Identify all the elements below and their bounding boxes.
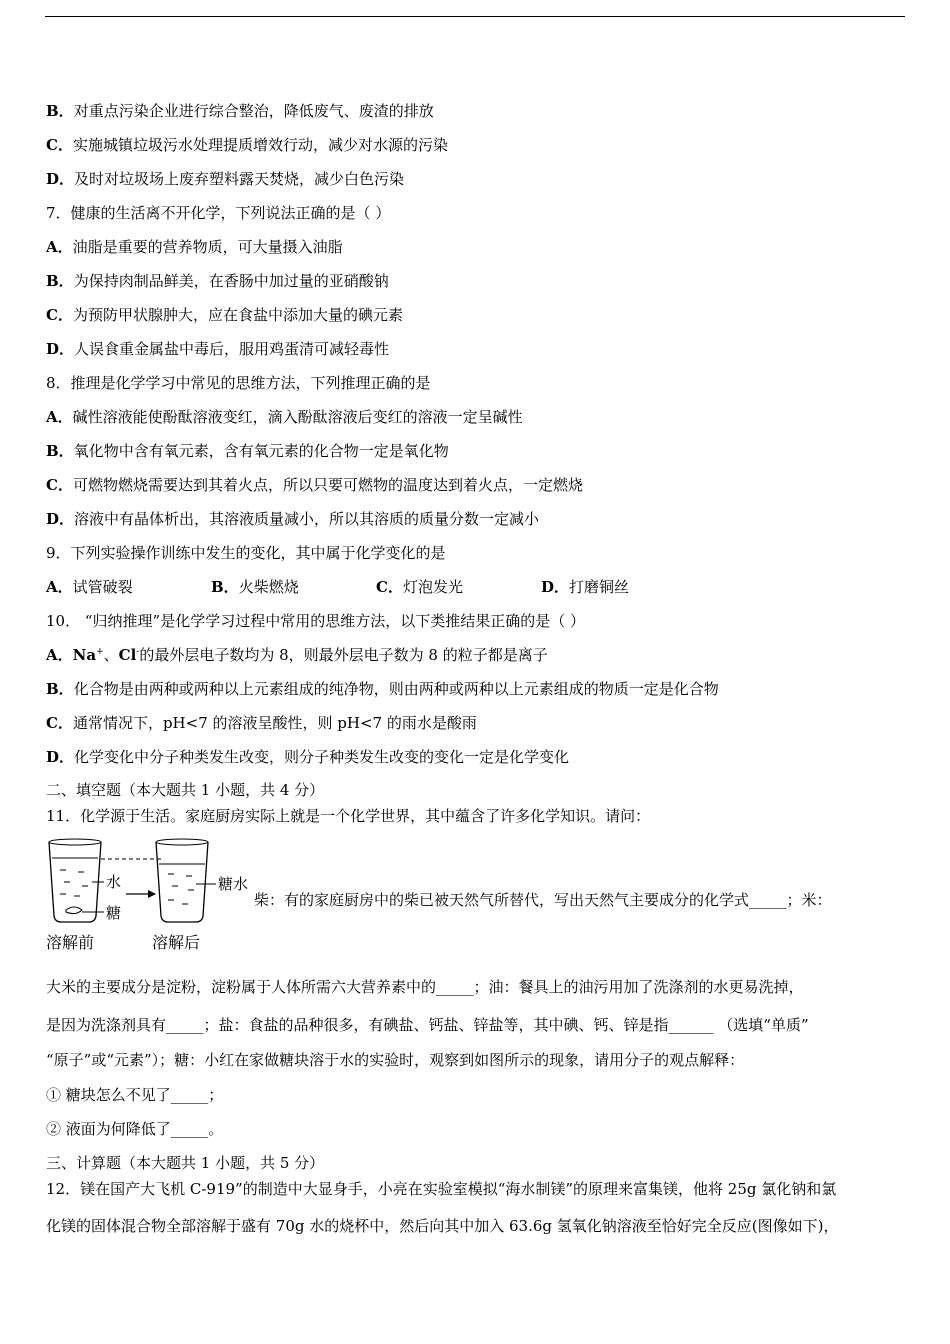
q10-option-d — [46, 747, 569, 767]
option-letter: D． — [46, 510, 75, 528]
option-text: 溶液中有晶体析出，其溶液质量减小，所以其溶质的质量分数一定减小 — [74, 510, 540, 528]
option-letter: A． — [46, 646, 73, 664]
q8-stem: 8．推理是化学学习中常见的思维方法，下列推理正确的是 — [46, 374, 431, 392]
q11-sub-2: ② 液面为何降低了_____。 — [46, 1120, 224, 1138]
option-letter: C． — [46, 136, 73, 154]
option-text: 试管破裂 — [72, 578, 133, 596]
q8-option-a — [46, 407, 523, 427]
sodium-charge: + — [96, 647, 104, 657]
q7-option-c — [46, 305, 403, 325]
q12-line-2: 化镁的固体混合物全部溶解于盛有 70g 水的烧杯中，然后向其中加入 63.6g 氢氧化钠溶液至恰好完全反应(图像如下)， — [46, 1217, 839, 1235]
q8-option-b — [46, 441, 449, 461]
option-text: 碱性溶液能使酚酞溶液变红，滴入酚酞溶液后变红的溶液一定呈碱性 — [72, 408, 523, 426]
sodium-ion: Na — [72, 646, 97, 664]
q10-option-c — [46, 713, 477, 733]
label-sugar-water: 糖水 — [218, 875, 249, 893]
section-3-title: 三、计算题（本大题共 1 小题，共 5 分） — [46, 1154, 325, 1172]
option-text: 的最外层电子数均为 8，则最外层电子数为 8 的粒子都是离子 — [139, 646, 548, 664]
q11-line-3: 是因为洗涤剂具有_____；盐：食盐的品种很多，有碘盐、钙盐、锌盐等，其中碘、钙、锌是指______ （选填“单质” — [46, 1016, 809, 1034]
q9-option-a — [46, 577, 211, 597]
option-letter: B． — [46, 102, 74, 120]
q12-line-1: 12．镁在国产大飞机 C-919”的制造中大显身手，小亮在实验室模拟“海水制镁”的原理来富集镁，他将 25g 氯化钠和氯 — [46, 1180, 837, 1198]
option-letter: B． — [211, 578, 239, 596]
chloride-ion: Cl — [118, 646, 137, 664]
option-letter: B． — [46, 272, 74, 290]
option-text: 通常情况下，pH<7 的溶液呈酸性，则 pH<7 的雨水是酸雨 — [72, 714, 477, 732]
option-letter: D． — [46, 748, 75, 766]
q7-option-b — [46, 271, 389, 291]
option-letter: B． — [46, 442, 74, 460]
option-letter: C． — [46, 476, 73, 494]
q8-option-c — [46, 475, 583, 495]
header-rule — [45, 16, 905, 17]
option-text: 可燃物燃烧需要达到其着火点，所以只要可燃物的温度达到着火点，一定燃烧 — [72, 476, 583, 494]
option-letter: A． — [46, 238, 73, 256]
option-letter: D． — [541, 578, 570, 596]
option-text: 对重点污染企业进行综合整治，降低废气、废渣的排放 — [73, 102, 434, 120]
label-water: 水 — [106, 873, 122, 891]
option-text: 及时对垃圾场上废弃塑料露天焚烧，减少白色污染 — [74, 170, 405, 188]
option-letter: B． — [46, 680, 74, 698]
chloride-charge: - — [136, 647, 140, 657]
q10-option-b — [46, 679, 719, 699]
option-text: 为保持肉制品鲜美，在香肠中加过量的亚硝酸钠 — [73, 272, 389, 290]
sugar-cube — [66, 907, 82, 914]
q6-option-c — [46, 135, 448, 155]
q9-options — [46, 577, 629, 597]
q7-option-d — [46, 339, 389, 359]
option-letter: D． — [46, 170, 75, 188]
q9-option-c — [376, 577, 541, 597]
beaker-after — [156, 842, 208, 922]
q6-option-d — [46, 169, 404, 189]
q11-line-4: “原子”或“元素”）；糖：小红在家做糖块溶于水的实验时，观察到如图所示的现象，请用分子的观点解释： — [46, 1051, 745, 1069]
option-letter: C． — [46, 306, 73, 324]
option-letter: A． — [46, 578, 73, 596]
q9-option-d — [541, 577, 629, 597]
option-letter: A． — [46, 408, 73, 426]
q6-option-b — [46, 101, 434, 121]
option-letter: D． — [46, 340, 75, 358]
option-text: 灯泡发光 — [402, 578, 463, 596]
q7-stem: 7．健康的生活离不开化学，下列说法正确的是（ ） — [46, 204, 391, 222]
option-text: 氧化物中含有氧元素，含有氧元素的化合物一定是氧化物 — [73, 442, 449, 460]
option-text: 为预防甲状腺肿大，应在食盐中添加大量的碘元素 — [72, 306, 403, 324]
caption-before: 溶解前 — [46, 933, 95, 952]
q9-stem: 9．下列实验操作训练中发生的变化，其中属于化学变化的是 — [46, 544, 446, 562]
option-text: 火柴燃烧 — [238, 578, 299, 596]
label-sugar: 糖 — [106, 904, 122, 922]
q8-option-d — [46, 509, 539, 529]
q10-option-a — [46, 645, 548, 665]
arrow-right-icon — [148, 890, 156, 898]
section-2-title: 二、填空题（本大题共 1 小题，共 4 分） — [46, 781, 325, 799]
q11-sub-1: ① 糖块怎么不见了_____； — [46, 1086, 224, 1104]
option-text: 化合物是由两种或两种以上元素组成的纯净物，则由两种或两种以上元素组成的物质一定是化合物 — [73, 680, 719, 698]
q10-stem: 10． “归纳推理”是化学学习过程中常用的思维方法，以下类推结果正确的是（ ） — [46, 612, 585, 630]
q11-line-2: 大米的主要成分是淀粉，淀粉属于人体所需六大营养素中的_____；油：餐具上的油污用加了洗涤剂的水更易洗掉， — [46, 978, 804, 996]
option-text: 打磨铜丝 — [569, 578, 630, 596]
q9-option-b — [211, 577, 376, 597]
q7-option-a — [46, 237, 343, 257]
option-text: 化学变化中分子种类发生改变，则分子种类发生改变的变化一定是化学变化 — [74, 748, 570, 766]
q11-stem: 11．化学源于生活。家庭厨房实际上就是一个化学世界，其中蕴含了许多化学知识。请问： — [46, 807, 651, 825]
option-text: 油脂是重要的营养物质，可大量摄入油脂 — [72, 238, 343, 256]
option-text: 人误食重金属盐中毒后，服用鸡蛋清可减轻毒性 — [74, 340, 390, 358]
option-letter: C． — [376, 578, 403, 596]
caption-after: 溶解后 — [152, 933, 201, 952]
option-text: 实施城镇垃圾污水处理提质增效行动，减少对水源的污染 — [72, 136, 448, 154]
dissolving-figure — [44, 834, 259, 959]
q11-line-1: 柴：有的家庭厨房中的柴已被天然气所替代，写出天然气主要成分的化学式_____；米： — [254, 891, 832, 909]
beaker-diagram — [44, 834, 259, 959]
option-letter: C． — [46, 714, 73, 732]
separator: 、 — [103, 646, 119, 664]
